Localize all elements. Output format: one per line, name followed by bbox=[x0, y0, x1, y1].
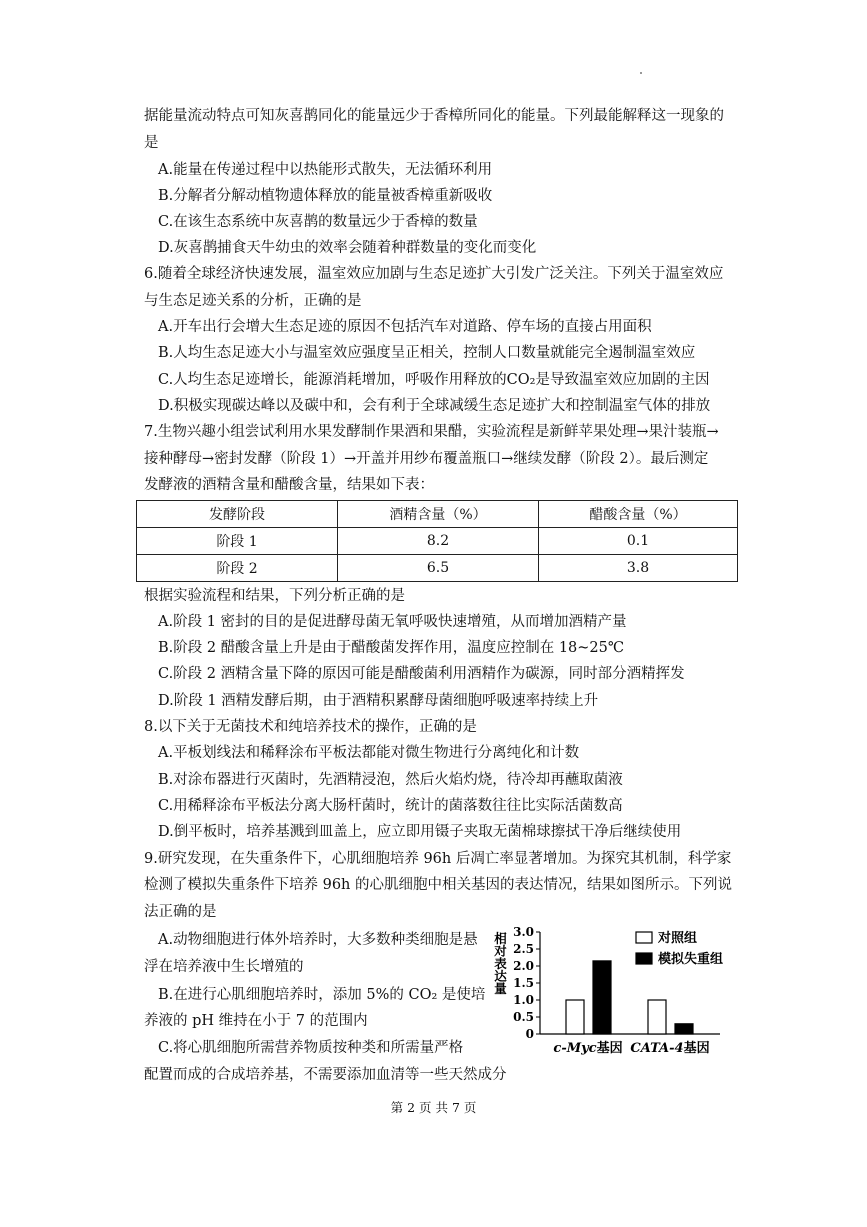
table-cell: 阶段 2 bbox=[137, 555, 338, 582]
q5-stem-line2: 是 bbox=[144, 135, 159, 151]
q7-stem-line1: 7.生物兴趣小组尝试利用水果发酵制作果酒和果醋，实验流程是新鲜苹果处理→果汁装瓶→ bbox=[144, 424, 719, 440]
fermentation-table bbox=[136, 500, 738, 582]
x-category-label: c-Myc基因 bbox=[553, 1041, 623, 1056]
y-axis-label: 相对表达量 bbox=[492, 932, 508, 995]
y-tick-label: 1.0 bbox=[513, 993, 534, 1007]
q7-option-b: B.阶段 2 醋酸含量上升是由于醋酸菌发挥作用，温度应控制在 18~25℃ bbox=[158, 640, 625, 656]
q8-option-c: C.用稀释涂布平板法分离大肠杆菌时，统计的菌落数往往比实际活菌数高 bbox=[158, 798, 623, 814]
table-header-row bbox=[137, 501, 738, 528]
q6-stem-line1: 6.随着全球经济快速发展，温室效应加剧与生态足迹扩大引发广泛关注。下列关于温室效应 bbox=[144, 266, 724, 282]
y-tick-label: 0.5 bbox=[513, 1010, 534, 1024]
table-header-cell: 发酵阶段 bbox=[137, 501, 338, 528]
q5-option-d: D.灰喜鹊捕食天牛幼虫的效率会随着种群数量的变化而变化 bbox=[158, 240, 537, 256]
q9-stem-line1: 9.研究发现，在失重条件下，心肌细胞培养 96h 后凋亡率显著增加。为探究其机制，科学家 bbox=[144, 851, 732, 867]
q9-option-a-line2: 浮在培养液中生长增殖的 bbox=[144, 959, 304, 975]
x-category-label: CATA-4基因 bbox=[630, 1041, 710, 1056]
table-header-cell: 醋酸含量（%） bbox=[539, 501, 738, 528]
table-cell: 6.5 bbox=[338, 555, 539, 582]
q5-stem-line1: 据能量流动特点可知灰喜鹊同化的能量远少于香樟所同化的能量。下列最能解释这一现象的 bbox=[144, 108, 724, 124]
q7-prompt: 根据实验流程和结果，下列分析正确的是 bbox=[144, 588, 405, 604]
q6-option-d: D.积极实现碳达峰以及碳中和，会有利于全球减缓生态足迹扩大和控制温室气体的排放 bbox=[158, 398, 711, 414]
table-header-cell: 酒精含量（%） bbox=[338, 501, 539, 528]
q9-option-b-line1: B.在进行心肌细胞培养时，添加 5%的 CO₂ 是使培 bbox=[158, 987, 486, 1003]
y-tick-label: 1.5 bbox=[513, 976, 534, 990]
q7-stem-line2: 接种酵母→密封发酵（阶段 1）→开盖并用纱布覆盖瓶口→继续发酵（阶段 2）。最后测定 bbox=[144, 451, 709, 467]
q5-option-b: B.分解者分解动植物遗体释放的能量被香樟重新吸收 bbox=[158, 188, 493, 204]
gene-expression-chart bbox=[490, 922, 740, 1067]
q7-option-d: D.阶段 1 酒精发酵后期，由于酒精积累酵母菌细胞呼吸速率持续上升 bbox=[158, 693, 599, 709]
q7-option-c: C.阶段 2 酒精含量下降的原因可能是醋酸菌利用酒精作为碳源，同时部分酒精挥发 bbox=[158, 666, 685, 682]
q9-option-c-line2: 配置而成的合成培养基，不需要添加血清等一些天然成分 bbox=[144, 1067, 507, 1083]
bar-control bbox=[648, 1000, 666, 1034]
q6-option-c: C.人均生态足迹增长，能源消耗增加，呼吸作用释放的CO₂是导致温室效应加剧的主因 bbox=[158, 372, 710, 388]
table-cell: 0.1 bbox=[539, 528, 738, 555]
q9-option-c-line1: C.将心肌细胞所需营养物质按种类和所需量严格 bbox=[158, 1040, 464, 1056]
legend-swatch bbox=[636, 953, 652, 964]
bar-control bbox=[566, 1000, 584, 1034]
y-tick-label: 2.5 bbox=[513, 942, 534, 956]
legend-label: 模拟失重组 bbox=[658, 952, 724, 967]
q8-option-a: A.平板划线法和稀释涂布平板法都能对微生物进行分离纯化和计数 bbox=[158, 745, 580, 761]
y-tick-label: 0 bbox=[525, 1027, 534, 1041]
table-row bbox=[137, 528, 738, 555]
q9-option-b-line2: 养液的 pH 维持在小于 7 的范围内 bbox=[144, 1013, 368, 1029]
scan-speck bbox=[640, 72, 642, 74]
bar-microgravity bbox=[593, 961, 611, 1034]
bar-microgravity bbox=[675, 1024, 693, 1034]
q9-stem-line3: 法正确的是 bbox=[144, 904, 217, 920]
y-tick-label: 3.0 bbox=[513, 925, 534, 939]
y-tick-label: 2.0 bbox=[513, 959, 534, 973]
q9-stem-line2: 检测了模拟失重条件下培养 96h 的心肌细胞中相关基因的表达情况，结果如图所示。下列说 bbox=[144, 877, 733, 893]
q8-stem: 8.以下关于无菌技术和纯培养技术的操作，正确的是 bbox=[144, 719, 477, 735]
q6-option-a: A.开车出行会增大生态足迹的原因不包括汽车对道路、停车场的直接占用面积 bbox=[158, 319, 652, 335]
table-cell: 8.2 bbox=[338, 528, 539, 555]
table-cell: 3.8 bbox=[539, 555, 738, 582]
q5-option-a: A.能量在传递过程中以热能形式散失，无法循环利用 bbox=[158, 162, 493, 178]
q7-option-a: A.阶段 1 密封的目的是促进酵母菌无氧呼吸快速增殖，从而增加酒精产量 bbox=[158, 614, 627, 630]
q7-stem-line3: 发酵液的酒精含量和醋酸含量，结果如下表： bbox=[144, 477, 434, 493]
table-row bbox=[137, 555, 738, 582]
q5-option-c: C.在该生态系统中灰喜鹊的数量远少于香樟的数量 bbox=[158, 214, 478, 230]
page-footer: 第 2 页 共 7 页 bbox=[390, 1100, 477, 1115]
q6-stem-line2: 与生态足迹关系的分析，正确的是 bbox=[144, 293, 362, 309]
legend-label: 对照组 bbox=[658, 931, 698, 946]
legend-swatch bbox=[636, 932, 652, 943]
q6-option-b: B.人均生态足迹大小与温室效应强度呈正相关，控制人口数量就能完全遏制温室效应 bbox=[158, 345, 696, 361]
q9-option-a-line1: A.动物细胞进行体外培养时，大多数种类细胞是悬 bbox=[158, 932, 478, 948]
q8-option-b: B.对涂布器进行灭菌时，先酒精浸泡，然后火焰灼烧，待冷却再蘸取菌液 bbox=[158, 772, 623, 788]
table-cell: 阶段 1 bbox=[137, 528, 338, 555]
q8-option-d: D.倒平板时，培养基溅到皿盖上，应立即用镊子夹取无菌棉球擦拭干净后继续使用 bbox=[158, 824, 682, 840]
